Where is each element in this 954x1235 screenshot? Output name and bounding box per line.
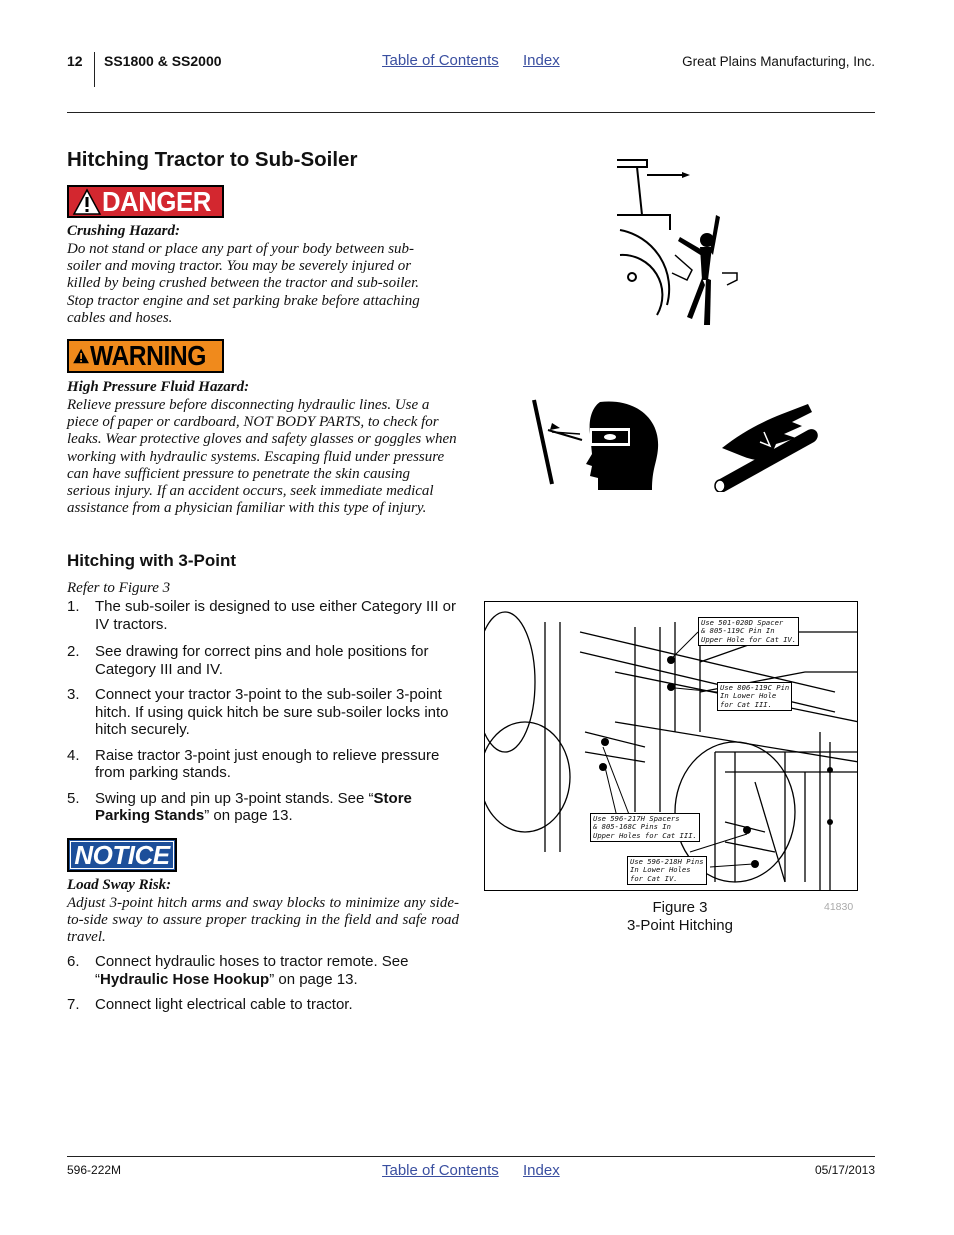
callout-cat-iii-lower: Use 806-119C Pin In Lower Hole for Cat III. — [717, 682, 792, 711]
notice-label: NOTICE — [70, 841, 173, 869]
list-item: 7. Connect light electrical cable to tractor. — [67, 996, 353, 1013]
subsection-title: Hitching with 3-Point — [67, 551, 237, 570]
header-divider — [94, 52, 95, 87]
page-number: 12 — [67, 53, 83, 69]
notice-text: Adjust 3-point hitch arms and sway blocks to minimize any side-to-side sway to assure proper tracking in the field and safe road travel. — [67, 895, 459, 946]
notice-hazard: Load Sway Risk: — [67, 877, 172, 893]
warning-signal — [67, 339, 224, 373]
hydraulic-hose-hookup-xref[interactable]: Hydraulic Hose Hookup — [100, 970, 270, 988]
eye-protection-illustration — [530, 398, 665, 493]
list-item: 1. The sub-soiler is designed to use either Category III or IV tractors. — [67, 598, 457, 633]
warning-label: WARNING — [90, 340, 207, 371]
hazard-triangle-icon — [72, 188, 102, 216]
glove-leak-check-illustration — [712, 402, 822, 492]
model-title: SS1800 & SS2000 — [104, 53, 222, 69]
footer-rule — [67, 1156, 875, 1157]
doc-number: 596-222M — [67, 1163, 122, 1177]
danger-hazard: Crushing Hazard: — [67, 223, 180, 239]
footer-toc-link[interactable]: Table of Contents — [382, 1162, 499, 1179]
section-title: Hitching Tractor to Sub-Soiler — [67, 148, 358, 171]
footer-index-link[interactable]: Index — [523, 1162, 560, 1179]
hitch-drawing — [485, 602, 858, 891]
callout-cat-iii-upper: Use 596-217H Spacers & 805-168C Pins In Upper Holes for Cat III. — [590, 813, 700, 842]
danger-text: Do not stand or place any part of your body between sub-soiler and moving tractor. You may be severely injured or killed by being crushed between the tractor and sub-soiler. Stop tractor engine and set parking brake before attaching cables and hoses. — [67, 241, 420, 326]
notice-signal — [67, 838, 177, 872]
figure-caption — [580, 899, 780, 935]
list-item: 4. Raise tractor 3-point just enough to relieve pressure from parking stands. — [67, 746, 440, 781]
callout-cat-iv-upper: Use 501-020D Spacer & 805-119C Pin In Upper Hole for Cat IV. — [698, 617, 799, 646]
list-item: 5. Swing up and pin up 3-point stands. See “Store Parking Stands” on page 13. — [67, 789, 412, 824]
store-parking-stands-xref[interactable]: Store Parking Stands — [95, 789, 412, 824]
index-link[interactable]: Index — [523, 52, 560, 69]
figure-number: Figure 3 — [652, 899, 708, 916]
crushing-hazard-illustration — [612, 155, 747, 330]
callout-cat-iv-lower: Use 596-218H Pins In Lower Holes for Cat IV. — [627, 856, 707, 885]
danger-signal — [67, 185, 224, 218]
list-item: 6. Connect hydraulic hoses to tractor remote. See “Hydraulic Hose Hookup” on page 13. — [67, 953, 409, 988]
hazard-triangle-icon — [72, 342, 90, 370]
warning-hazard: High Pressure Fluid Hazard: — [67, 379, 250, 395]
steps-list-a — [67, 598, 459, 825]
footer-date: 05/17/2013 — [814, 1163, 875, 1177]
steps-list-b — [67, 953, 459, 1014]
header-rule — [67, 112, 875, 113]
figure-title: 3-Point Hitching — [627, 917, 733, 934]
list-item: 2. See drawing for correct pins and hole positions for Category III and IV. — [67, 643, 429, 678]
company-name: Great Plains Manufacturing, Inc. — [682, 54, 875, 69]
warning-text: Relieve pressure before disconnecting hydraulic lines. Use a piece of paper or cardboard, NOT BODY PARTS, to check for leaks. Wear protective gloves and safety glasses or goggles when working with hydraulic systems. Escaping fluid under pressure can have sufficient pressure to penetrate the skin causing serious injury. If an accident occurs, seek immediate medical assistance from a physician familiar with this type of injury. — [67, 397, 457, 517]
figure-3-frame — [484, 601, 858, 891]
toc-link[interactable]: Table of Contents — [382, 52, 499, 69]
figure-reference: Refer to Figure 3 — [67, 580, 171, 596]
figure-ref-id: 41830 — [824, 901, 854, 913]
list-item: 3. Connect your tractor 3-point to the sub-soiler 3-point hitch. If using quick hitch be sure sub-soiler locks into hitch securely. — [67, 686, 449, 738]
danger-label: DANGER — [102, 185, 211, 217]
